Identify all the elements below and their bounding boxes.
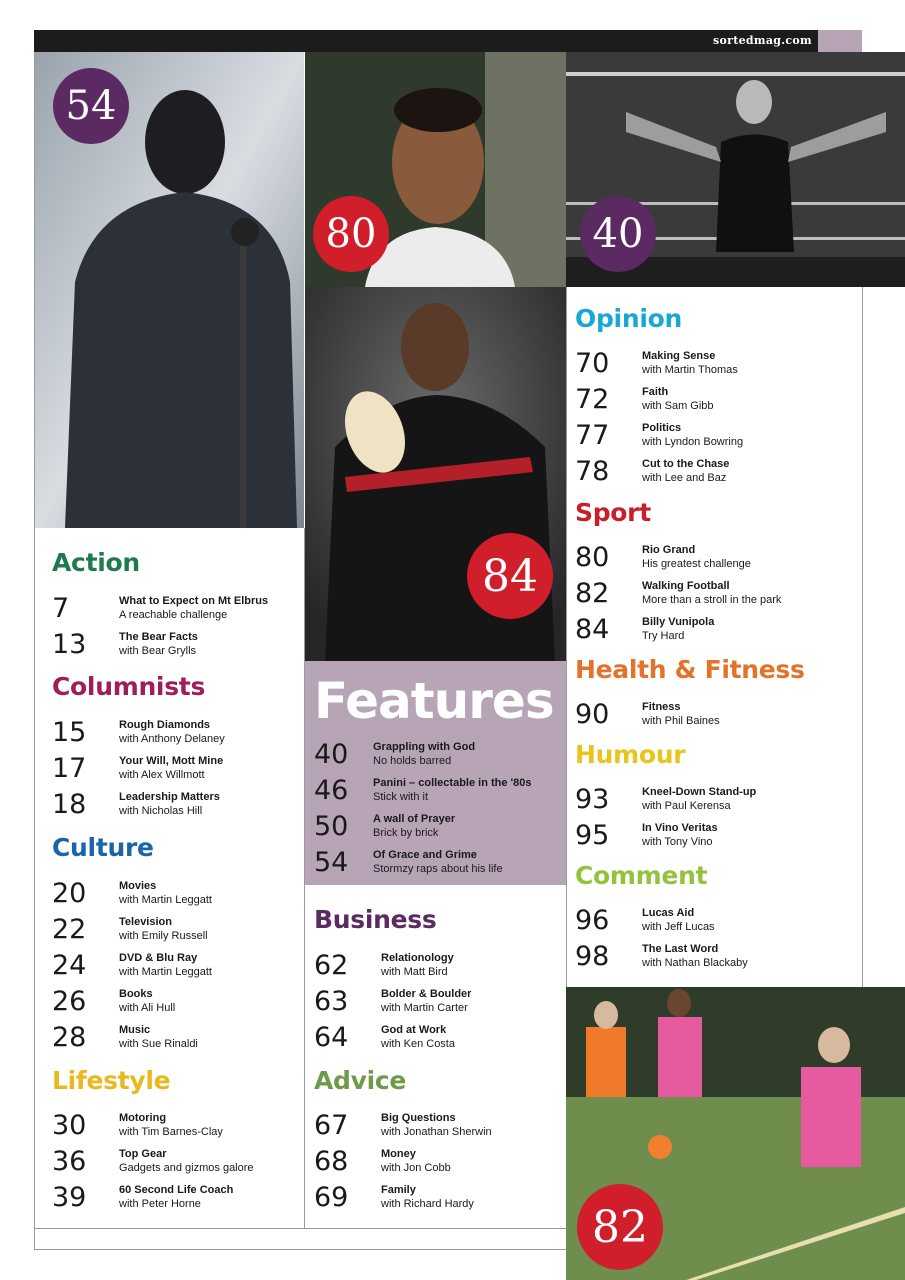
section-heading-comment: Comment xyxy=(575,861,708,890)
bottom-border-left xyxy=(34,1228,566,1229)
page-number: 26 xyxy=(52,986,87,1017)
entry-title: Money xyxy=(381,1148,416,1160)
badge-40: 40 xyxy=(580,196,656,272)
entry-subtitle: with Sue Rinaldi xyxy=(119,1038,198,1050)
entry-subtitle: with Martin Leggatt xyxy=(119,894,212,906)
entry-title: The Bear Facts xyxy=(119,631,198,643)
page-number: 15 xyxy=(52,717,87,748)
entry-subtitle: with Nicholas Hill xyxy=(119,805,203,817)
entry-subtitle: with Tony Vino xyxy=(642,836,713,848)
page-number: 54 xyxy=(314,847,349,878)
page-number: 68 xyxy=(314,1146,349,1177)
entry-title: A wall of Prayer xyxy=(373,813,456,825)
entry-subtitle: with Tim Barnes-Clay xyxy=(119,1126,223,1138)
entry-subtitle: with Anthony Delaney xyxy=(119,733,225,745)
page-number: 78 xyxy=(575,456,610,487)
entry-subtitle: A reachable challenge xyxy=(119,609,228,621)
entry-subtitle: with Jeff Lucas xyxy=(642,921,715,933)
entry-title: Of Grace and Grime xyxy=(373,849,477,861)
wrestler-photo xyxy=(566,52,905,287)
page-number: 63 xyxy=(314,986,349,1017)
entry-title: Television xyxy=(119,916,172,928)
page-number: 90 xyxy=(575,699,610,730)
page-number: 69 xyxy=(314,1182,349,1213)
header-bar xyxy=(34,30,862,52)
entry-title: Relationology xyxy=(381,952,454,964)
entry-subtitle: with Ali Hull xyxy=(119,1002,176,1014)
entry-title: Grappling with God xyxy=(373,741,476,753)
entry-title: Lucas Aid xyxy=(642,907,695,919)
entry-title: Politics xyxy=(642,422,682,434)
entry-subtitle: with Alex Willmott xyxy=(119,769,205,781)
entry-subtitle: No holds barred xyxy=(373,755,452,767)
entry-title: What to Expect on Mt Elbrus xyxy=(119,595,269,607)
site-url[interactable]: sortedmag.com xyxy=(713,34,812,47)
page-number: 17 xyxy=(52,753,87,784)
page-number: 67 xyxy=(314,1110,349,1141)
page-number: 93 xyxy=(575,784,610,815)
section-heading-advice: Advice xyxy=(314,1066,407,1095)
page-number: 50 xyxy=(314,811,349,842)
entry-subtitle: with Martin Carter xyxy=(381,1002,468,1014)
entry-title: Faith xyxy=(642,386,669,398)
entry-subtitle: His greatest challenge xyxy=(642,558,751,570)
page-number: 39 xyxy=(52,1182,87,1213)
section-heading-action: Action xyxy=(52,548,140,577)
page-number: 72 xyxy=(575,384,610,415)
section-heading-sport: Sport xyxy=(575,498,651,527)
page-number: 84 xyxy=(575,614,610,645)
badge-54: 54 xyxy=(53,68,129,144)
entry-title: Fitness xyxy=(642,701,681,713)
section-heading-business: Business xyxy=(314,905,437,934)
entry-title: Walking Football xyxy=(642,580,730,592)
page-number: 13 xyxy=(52,629,87,660)
entry-title: Bolder & Boulder xyxy=(381,988,472,1000)
billy-photo xyxy=(305,287,566,661)
page-number: 46 xyxy=(314,775,349,806)
entry-subtitle: Try Hard xyxy=(642,630,685,642)
entry-subtitle: with Emily Russell xyxy=(119,930,208,942)
badge-82: 82 xyxy=(577,1184,663,1270)
bottom-border-outer xyxy=(34,1249,566,1250)
entry-subtitle: More than a stroll in the park xyxy=(642,594,782,606)
page-number: 7 xyxy=(52,593,70,624)
football-photo xyxy=(566,987,905,1280)
page-number: 70 xyxy=(575,348,610,379)
entry-title: Family xyxy=(381,1184,416,1196)
entry-subtitle: with Martin Leggatt xyxy=(119,966,212,978)
section-heading-culture: Culture xyxy=(52,833,154,862)
entry-title: Making Sense xyxy=(642,350,716,362)
entry-title: Movies xyxy=(119,880,157,892)
page-number: 20 xyxy=(52,878,87,909)
page-number: 98 xyxy=(575,941,610,972)
entry-title: In Vino Veritas xyxy=(642,822,718,834)
entry-subtitle: with Ken Costa xyxy=(381,1038,455,1050)
entry-title: 60 Second Life Coach xyxy=(119,1184,234,1196)
entry-subtitle: with Peter Horne xyxy=(119,1198,201,1210)
section-heading-features: Features xyxy=(314,672,554,730)
section-heading-health-fitness: Health & Fitness xyxy=(575,655,805,684)
entry-subtitle: with Jon Cobb xyxy=(381,1162,451,1174)
page-number: 22 xyxy=(52,914,87,945)
entry-title: Leadership Matters xyxy=(119,791,220,803)
entry-title: Panini – collectable in the '80s xyxy=(373,777,532,789)
entry-title: Top Gear xyxy=(119,1148,167,1160)
entry-title: Motoring xyxy=(119,1112,167,1124)
entry-title: Rough Diamonds xyxy=(119,719,211,731)
stormzy-photo xyxy=(35,52,304,528)
entry-subtitle: Brick by brick xyxy=(373,827,439,839)
entry-subtitle: with Lyndon Bowring xyxy=(642,436,744,448)
entry-subtitle: with Phil Baines xyxy=(642,715,720,727)
page-number: 28 xyxy=(52,1022,87,1053)
entry-title: Your Will, Mott Mine xyxy=(119,755,224,767)
page-number: 80 xyxy=(575,542,610,573)
entry-subtitle: Stick with it xyxy=(373,791,429,803)
entry-subtitle: with Richard Hardy xyxy=(381,1198,474,1210)
entry-subtitle: with Matt Bird xyxy=(381,966,448,978)
entry-title: Big Questions xyxy=(381,1112,456,1124)
entry-title: Books xyxy=(119,988,153,1000)
entry-subtitle: Stormzy raps about his life xyxy=(373,863,503,875)
entry-subtitle: with Paul Kerensa xyxy=(642,800,731,812)
entry-title: Billy Vunipola xyxy=(642,616,715,628)
entry-title: The Last Word xyxy=(642,943,719,955)
entry-title: Music xyxy=(119,1024,151,1036)
page-number: 36 xyxy=(52,1146,87,1177)
entry-subtitle: with Sam Gibb xyxy=(642,400,714,412)
entry-subtitle: with Nathan Blackaby xyxy=(642,957,748,969)
header-tab xyxy=(818,30,862,52)
page-number: 77 xyxy=(575,420,610,451)
section-heading-opinion: Opinion xyxy=(575,304,682,333)
section-heading-columnists: Columnists xyxy=(52,672,206,701)
entry-subtitle: Gadgets and gizmos galore xyxy=(119,1162,254,1174)
rio-photo xyxy=(305,52,566,287)
page-number: 95 xyxy=(575,820,610,851)
page-number: 62 xyxy=(314,950,349,981)
entry-title: God at Work xyxy=(381,1024,447,1036)
entry-subtitle: with Lee and Baz xyxy=(642,472,727,484)
page-number: 40 xyxy=(314,739,349,770)
section-heading-humour: Humour xyxy=(575,740,686,769)
page-number: 64 xyxy=(314,1022,349,1053)
page-number: 24 xyxy=(52,950,87,981)
page-number: 96 xyxy=(575,905,610,936)
badge-84: 84 xyxy=(467,533,553,619)
badge-80: 80 xyxy=(313,196,389,272)
entry-title: Cut to the Chase xyxy=(642,458,730,470)
entry-title: Rio Grand xyxy=(642,544,696,556)
page-number: 18 xyxy=(52,789,87,820)
page-number: 30 xyxy=(52,1110,87,1141)
page-number: 82 xyxy=(575,578,610,609)
entry-subtitle: with Jonathan Sherwin xyxy=(381,1126,492,1138)
entry-subtitle: with Bear Grylls xyxy=(119,645,197,657)
section-heading-lifestyle: Lifestyle xyxy=(52,1066,171,1095)
entry-title: Kneel-Down Stand-up xyxy=(642,786,757,798)
entry-title: DVD & Blu Ray xyxy=(119,952,198,964)
entry-subtitle: with Martin Thomas xyxy=(642,364,738,376)
